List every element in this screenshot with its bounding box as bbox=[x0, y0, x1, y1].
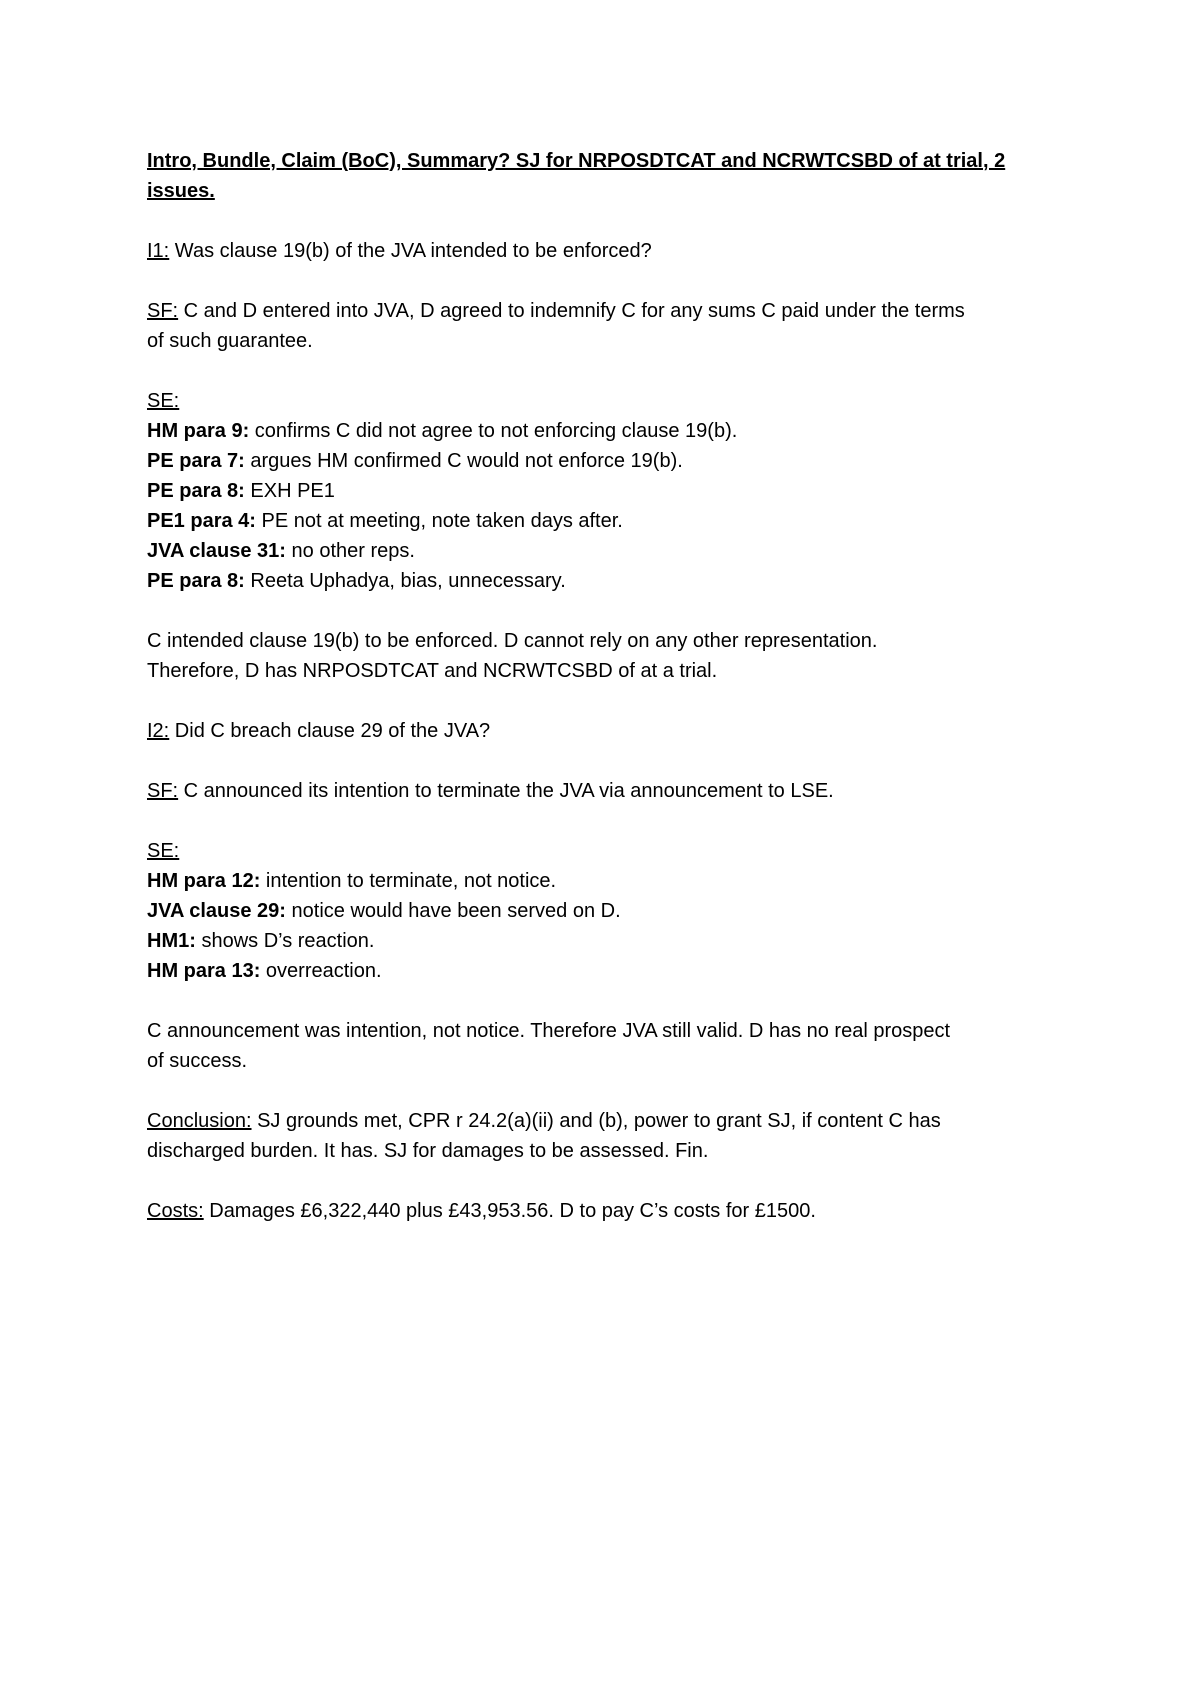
final-conclusion-label: Conclusion: bbox=[147, 1110, 252, 1132]
se-2-item bbox=[147, 926, 1047, 956]
issue-2-label: I2: bbox=[147, 720, 170, 742]
se-1-item-label: JVA clause 31: bbox=[147, 540, 286, 562]
costs bbox=[147, 1196, 1047, 1226]
se-1-item-text: no other reps. bbox=[285, 540, 415, 562]
se-1-item-text: Reeta Uphadya, bias, unnecessary. bbox=[244, 570, 566, 592]
se-2-item-text: notice would have been served on D. bbox=[285, 900, 621, 922]
conclusion-2-line-2: of success. bbox=[147, 1050, 248, 1072]
se-2-item bbox=[147, 956, 1047, 986]
se-1-item-label: PE1 para 4: bbox=[147, 510, 256, 532]
se-2-item-label: HM1: bbox=[147, 930, 196, 952]
issue-1-text: Was clause 19(b) of the JVA intended to be enforced? bbox=[169, 240, 652, 262]
se-2-item-label: HM para 12: bbox=[147, 870, 261, 892]
final-conclusion-text: SJ grounds met, CPR r 24.2(a)(ii) and (b), power to grant SJ, if content C has bbox=[251, 1110, 941, 1132]
sf-1-label: SF: bbox=[147, 300, 179, 322]
se-2-item-label: JVA clause 29: bbox=[147, 900, 286, 922]
document-page bbox=[147, 146, 1047, 1226]
issue-2-text: Did C breach clause 29 of the JVA? bbox=[169, 720, 491, 742]
costs-text: Damages £6,322,440 plus £43,953.56. D to pay C’s costs for £1500. bbox=[203, 1200, 816, 1222]
se-1-item-text: argues HM confirmed C would not enforce 19(b). bbox=[244, 450, 683, 472]
final-conclusion-line-1 bbox=[147, 1106, 1047, 1136]
se-2-item-label: HM para 13: bbox=[147, 960, 261, 982]
se-2-label: SE: bbox=[147, 840, 180, 862]
se-1-item bbox=[147, 416, 1047, 446]
sf-2-text: C announced its intention to terminate the JVA via announcement to LSE. bbox=[178, 780, 834, 802]
se-1-item-label: PE para 7: bbox=[147, 450, 245, 472]
costs-label: Costs: bbox=[147, 1200, 204, 1222]
issue-1 bbox=[147, 236, 1047, 266]
se-1-item bbox=[147, 566, 1047, 596]
se-1-item bbox=[147, 506, 1047, 536]
se-1-item-text: PE not at meeting, note taken days after. bbox=[255, 510, 623, 532]
se-1-item-label: PE para 8: bbox=[147, 480, 245, 502]
issue-2 bbox=[147, 716, 1047, 746]
se-2-item bbox=[147, 866, 1047, 896]
se-2-item-text: shows D’s reaction. bbox=[195, 930, 375, 952]
se-2-item-text: intention to terminate, not notice. bbox=[260, 870, 557, 892]
sf-1-line-2: of such guarantee. bbox=[147, 330, 313, 352]
sf-1-line-1 bbox=[147, 296, 1047, 326]
se-1-item-text: confirms C did not agree to not enforcing clause 19(b). bbox=[249, 420, 738, 442]
sf-1-text: C and D entered into JVA, D agreed to indemnify C for any sums C paid under the terms bbox=[178, 300, 965, 322]
se-1-item bbox=[147, 536, 1047, 566]
issue-1-label: I1: bbox=[147, 240, 170, 262]
se-1-item bbox=[147, 476, 1047, 506]
se-1-label: SE: bbox=[147, 390, 180, 412]
se-2-item-text: overreaction. bbox=[260, 960, 382, 982]
se-2-item bbox=[147, 896, 1047, 926]
conclusion-1-line-2: Therefore, D has NRPOSDTCAT and NCRWTCSBD of at a trial. bbox=[147, 660, 718, 682]
document-title-line-2: issues. bbox=[147, 180, 215, 202]
se-1-item-text: EXH PE1 bbox=[244, 480, 335, 502]
se-1-item bbox=[147, 446, 1047, 476]
se-1-item-label: PE para 8: bbox=[147, 570, 245, 592]
final-conclusion-line-2: discharged burden. It has. SJ for damages to be assessed. Fin. bbox=[147, 1140, 709, 1162]
document-title-line-1: Intro, Bundle, Claim (BoC), Summary? SJ for NRPOSDTCAT and NCRWTCSBD of at trial, 2 bbox=[147, 150, 1006, 172]
sf-2 bbox=[147, 776, 1047, 806]
se-1-item-label: HM para 9: bbox=[147, 420, 250, 442]
sf-2-label: SF: bbox=[147, 780, 179, 802]
conclusion-1-line-1: C intended clause 19(b) to be enforced. D cannot rely on any other representation. bbox=[147, 630, 878, 652]
conclusion-2-line-1: C announcement was intention, not notice. Therefore JVA still valid. D has no real prospect bbox=[147, 1020, 951, 1042]
